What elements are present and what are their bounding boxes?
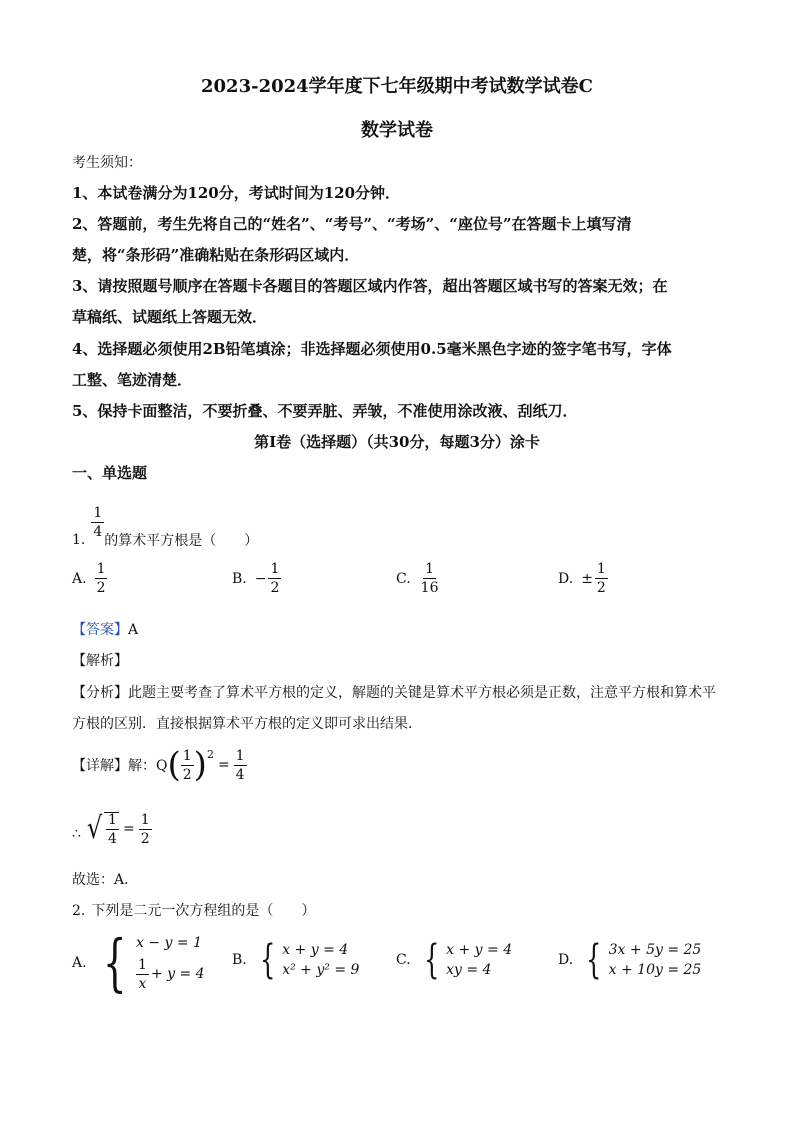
option-sign: − [254,570,267,587]
equation-row: x + 10y = 25 [608,962,702,978]
denominator: 2 [96,580,106,596]
option-label: B. [232,952,247,968]
numerator: 1 [140,811,150,828]
equation-system [581,937,702,983]
equals-sign: = [217,757,230,773]
equation-row [136,958,205,991]
q2-option-c[interactable] [396,937,513,983]
q1-option-b[interactable] [232,562,281,595]
equation-system [95,926,205,999]
denominator: 4 [235,766,245,783]
numerator: 1 [596,561,606,577]
notice-item-3a: 3、请按照题号顺序在答题卡各题目的答题区域内作答，超出答题区域书写的答案无效；在 [72,277,668,295]
notice-item-3b: 草稿纸、试题纸上答题无效． [72,308,268,326]
answer-value: A [128,622,139,638]
q1-option-a[interactable] [72,562,107,595]
volume-title: 第Ⅰ卷（选择题）（共30分，每题3分）涂卡 [254,433,540,451]
left-brace: { [259,937,276,983]
notice-item-2a: 2、答题前，考生先将自己的“姓名”、“考号”、“考场”、“座位号”在答题卡上填写清 [72,215,632,233]
option-label: D. [558,570,574,587]
analysis-tag: 【解析】 [72,653,128,669]
denominator: 4 [93,523,103,540]
option-label: B. [232,570,247,587]
part-title: 一、单选题 [72,464,148,482]
notice-item-5: 5、保持卡面整洁，不要折叠、不要弄脏、弄皱，不准使用涂改液、刮纸刀． [72,402,578,420]
detail-tag: 【详解】 [72,758,128,774]
square-root [85,812,119,846]
analysis-text-1: 此题主要考查了算术平方根的定义，解题的关键是算术平方根必须是正数，注意平方根和算术平 [128,685,716,701]
analysis-line-1 [72,682,716,702]
equals-sign: = [122,821,135,837]
numerator: 1 [425,561,435,577]
numerator: 1 [235,747,245,764]
question-stem: 下列是二元一次方程组的是（ ） [91,903,316,919]
equation-row: x + y = 4 [282,942,349,958]
option-label: C. [396,570,411,587]
denominator: 16 [420,580,439,596]
denominator: 4 [108,831,117,847]
notice-item-4b: 工整、笔迹清楚． [72,371,193,389]
numerator: 1 [138,956,147,973]
analysis-sub-tag: 【分析】 [72,685,128,701]
left-paren: ( [167,745,181,785]
numerator: 1 [93,504,103,521]
denominator: 2 [182,766,192,783]
numerator: 1 [96,561,106,577]
option-sign: ± [581,570,593,587]
notice-item-4a: 4、选择题必须使用2B铅笔填涂；非选择题必须使用0.5毫米黑色字迹的签字笔书写，字体 [72,340,672,358]
detail-line [72,745,247,785]
notice-item-1: 1、本试卷满分为120分，考试时间为120分钟． [72,184,401,202]
q1-option-c[interactable] [396,562,441,595]
numerator: 1 [270,561,280,577]
exam-title: 2023-2024学年度下七年级期中考试数学试卷C [201,76,593,97]
right-paren: ) [193,745,207,785]
notice-heading: 考生须知： [72,155,142,171]
radical-sign: √ [86,811,103,846]
denominator: 2 [270,580,280,596]
equation-row: xy = 4 [446,962,492,978]
question-number: 1. [72,532,86,548]
q2-option-a[interactable] [72,926,205,999]
option-label: C. [396,952,411,968]
equation-row: x + y = 4 [446,942,513,958]
notice-item-2b: 楚，将“条形码”准确粘贴在条形码区域内． [72,246,360,264]
left-brace: { [102,926,127,999]
numerator: 1 [108,812,117,828]
equation-system [255,937,360,983]
option-label: D. [558,952,574,968]
denominator: x [138,975,147,992]
answer-line [72,619,138,639]
therefore-line [72,812,152,846]
q2-option-d[interactable] [558,937,702,983]
q1-option-d[interactable] [558,562,608,595]
analysis-line-2: 方根的区别．直接根据算术平方根的定义即可求出结果． [72,716,422,732]
conclusion: 故选：A． [72,872,139,888]
question-1 [72,494,258,550]
question-2 [72,900,315,920]
detail-prefix: 解：Q [128,758,168,774]
therefore-symbol: ∴ [72,826,81,842]
exam-subtitle: 数学试卷 [361,120,433,141]
option-label: A. [72,570,87,587]
question-stem: 的算术平方根是（ ） [104,533,259,549]
answer-tag: 【答案】 [72,622,128,638]
denominator: 2 [596,580,606,596]
q2-option-b[interactable] [232,937,360,983]
equation-row: 3x + 5y = 25 [608,942,702,958]
equation-row: x² + y² = 9 [282,962,360,978]
equation-system [419,937,513,983]
question-number: 2. [72,903,86,919]
option-label: A. [72,955,87,971]
exponent: 2 [206,748,214,761]
numerator: 1 [182,747,192,764]
denominator: 2 [140,830,150,847]
fraction [91,506,104,539]
left-brace: { [423,937,440,983]
equation-rest: + y = 4 [150,966,205,983]
equation-row: x − y = 1 [136,935,202,952]
left-brace: { [586,937,602,983]
